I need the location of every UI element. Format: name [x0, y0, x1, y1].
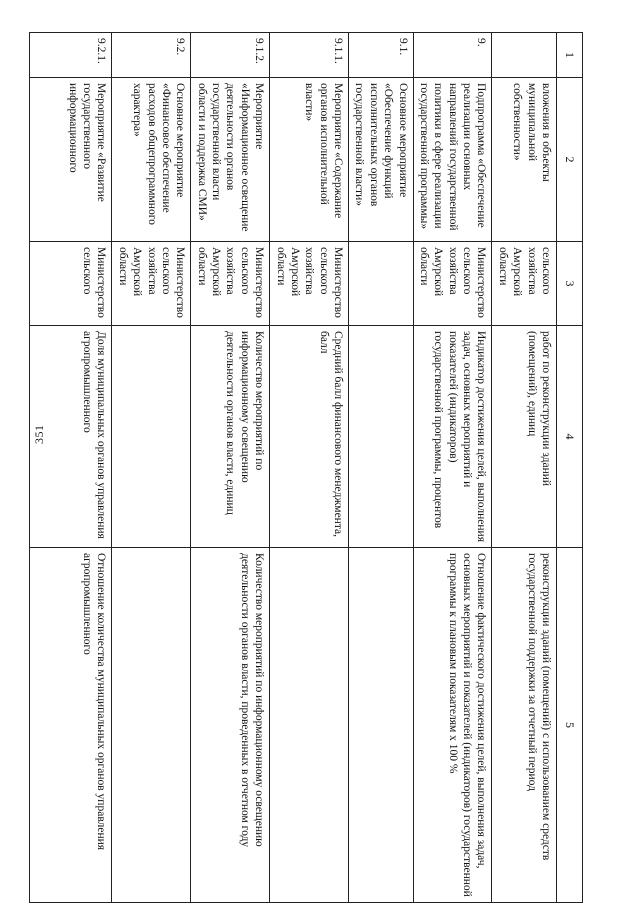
table-row	[349, 33, 414, 903]
indicator-cell: работ по реконструкции зданий (помещений), единиц	[492, 326, 557, 548]
table-header-row	[557, 33, 583, 903]
indicator-cell: Индикатор достижения целей, выполнения задач, основных мероприятий и показателей (индикаторов) государственной программы, процентов	[413, 326, 492, 548]
column-header: 3	[557, 242, 583, 326]
method-cell	[112, 548, 191, 903]
executor-cell	[349, 242, 414, 326]
indicator-cell	[112, 326, 191, 548]
column-header: 4	[557, 326, 583, 548]
row-number-cell: 9.1.	[349, 33, 414, 78]
event-name-cell: Мероприятие «Развитие государственного информационного	[30, 78, 112, 242]
row-number-cell: 9.	[413, 33, 492, 78]
method-cell: Отношение количества муниципальных органов управления агропромышленного	[30, 548, 112, 903]
row-number-cell	[492, 33, 557, 78]
executor-cell: Министерство сельского	[30, 242, 112, 326]
column-header: 1	[557, 33, 583, 78]
table-row	[270, 33, 349, 903]
event-name-cell: Основное мероприятие «Обеспечение функций исполнительных органов государственной власти»	[349, 78, 414, 242]
column-header: 2	[557, 78, 583, 242]
table-row	[112, 33, 191, 903]
method-cell: Количество мероприятий по информационному освещению деятельности органов власти, проведенных в отчетном году	[191, 548, 270, 903]
indicator-cell: Средний балл финансового менеджмента, балл	[270, 326, 349, 548]
event-name-cell: вложения в объекты муниципальной собственности»	[492, 78, 557, 242]
method-cell: реконструкции зданий (помещений) с использованием средств государственной поддержки за отчетный период	[492, 548, 557, 903]
indicator-cell: Количество мероприятий по информационному освещению деятельности органов власти, единиц	[191, 326, 270, 548]
row-number-cell: 9.1.1.	[270, 33, 349, 78]
row-number-cell: 9.2.1.	[30, 33, 112, 78]
method-cell	[349, 548, 414, 903]
executor-cell: Министерство сельского хозяйства Амурской области	[413, 242, 492, 326]
method-cell: Отношение фактического достижения целей, выполнения задач, основных мероприятий и показателей (индикаторов) государственной программы к плановым показателям х 100 %	[413, 548, 492, 903]
event-name-cell: Мероприятие «Информационное освещение деятельности органов государственной власти области и поддержка СМИ»	[191, 78, 270, 242]
page-number: 351	[32, 424, 46, 444]
event-name-cell: Мероприятие «Содержание органов исполнительной власти»	[270, 78, 349, 242]
executor-cell: Министерство сельского хозяйства Амурской области	[191, 242, 270, 326]
event-name-cell: Подпрограмма «Обеспечение реализации основных направлений государственной политики в сфере реализации государственной программы»	[413, 78, 492, 242]
table-row	[413, 33, 492, 903]
indicator-table	[30, 32, 584, 903]
column-header: 5	[557, 548, 583, 903]
executor-cell: Министерство сельского хозяйства Амурской области	[270, 242, 349, 326]
row-number-cell: 9.2.	[112, 33, 191, 78]
indicator-cell	[349, 326, 414, 548]
row-number-cell: 9.1.2.	[191, 33, 270, 78]
table-row	[191, 33, 270, 903]
rotated-table-wrapper	[66, 32, 583, 902]
executor-cell: сельского хозяйства Амурской области	[492, 242, 557, 326]
table-row	[30, 33, 112, 903]
event-name-cell: Основное мероприятие «Финансовое обеспечение расходов общепрограммного характера»	[112, 78, 191, 242]
method-cell	[270, 548, 349, 903]
executor-cell: Министерство сельского хозяйства Амурской области	[112, 242, 191, 326]
table-row	[492, 33, 557, 903]
indicator-cell: Доля муниципальных органов управления агропромышленного	[30, 326, 112, 548]
